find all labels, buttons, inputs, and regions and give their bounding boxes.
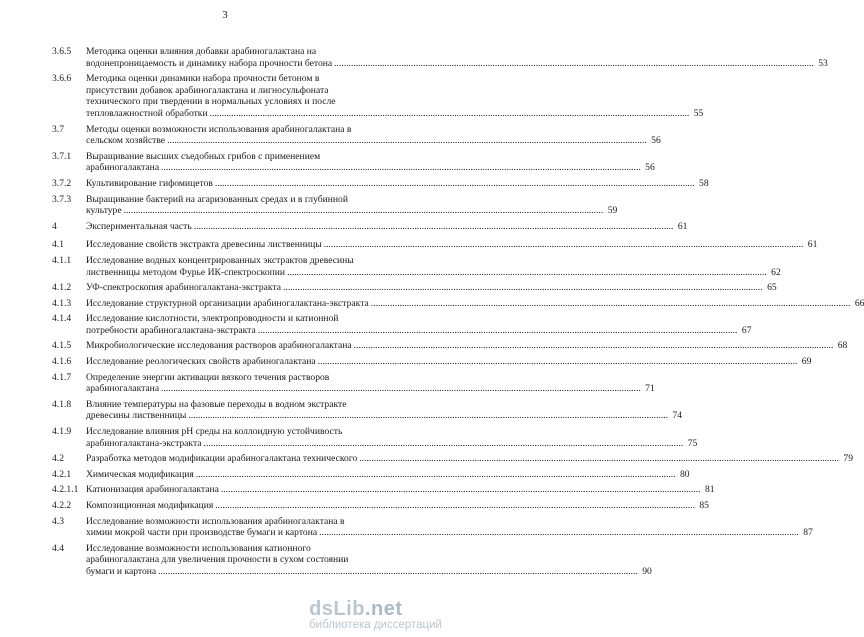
toc-entry <box>52 500 709 512</box>
toc-entry-page: 62 <box>771 266 781 278</box>
toc-entry-number: 4.1.5 <box>52 340 72 352</box>
toc-leader-dots: ........................................................................................................................................................................................................ <box>319 527 799 539</box>
toc-entry-title <box>86 239 817 251</box>
toc-entry-title <box>86 469 690 481</box>
toc-entry <box>52 468 690 481</box>
toc-entry <box>52 73 704 119</box>
watermark-logo-domain: .net <box>364 598 403 620</box>
toc-entry-title-line: Методика оценки динамики набора прочности бетоном в <box>86 73 320 85</box>
toc-entry-title-line: арабиногалактана-экстракта <box>86 437 202 449</box>
toc-entry-title-line: Химическая модификация <box>86 468 194 480</box>
toc-leader-dots: ........................................................................................................................................................................................................ <box>287 266 767 278</box>
toc-entry-title <box>86 356 811 368</box>
toc-entry-title-line: арабиногалактана <box>86 162 160 174</box>
toc-entry-title <box>86 500 709 512</box>
toc-entry-title-line: технического при твердении в нормальных условиях и после <box>86 96 336 108</box>
toc-entry-page: 71 <box>645 383 655 395</box>
watermark-logo-main: dsLib <box>309 598 365 620</box>
toc-leader-dots: ........................................................................................................................................................................................................ <box>161 162 641 174</box>
toc-entry-title-line: Методы оценки возможности использования арабиногалактана в <box>86 123 352 135</box>
toc-entry <box>52 398 683 422</box>
toc-entry <box>52 313 752 336</box>
toc-leader-dots: ........................................................................................................................................................................................................ <box>214 177 695 189</box>
toc-entry-title-line: Выращивание высших съедобных грибов с применением <box>86 150 321 162</box>
table-of-contents <box>52 46 864 582</box>
toc-entry-title-line: УФ-спектроскопия арабиногалактана-экстракта <box>86 282 282 294</box>
toc-entry-page: 55 <box>693 107 704 119</box>
toc-entry-title-line: Катионизация арабиногалактана <box>86 484 219 496</box>
toc-entry-title-line: Влияние температуры на фазовые переходы в водном экстракте <box>86 398 347 410</box>
toc-leader-dots: ........................................................................................................................................................................................................ <box>188 410 669 422</box>
toc-leader-dots: ........................................................................................................................................................................................................ <box>317 356 798 368</box>
toc-entry <box>52 453 854 465</box>
toc-entry-number: 4.1.9 <box>52 426 72 438</box>
toc-entry-number: 4.1.8 <box>52 398 72 410</box>
toc-entry-title-line: культуре <box>86 205 122 217</box>
toc-entry-title-line: Исследование возможности использования арабиногалактана в <box>86 515 345 527</box>
toc-leader-dots: ........................................................................................................................................................................................................ <box>193 220 674 232</box>
toc-entry-title-line: Микробиологические исследования растворов арабиногалактана <box>86 340 352 352</box>
toc-entry-title-line: Исследование возможности использования катионного <box>86 542 311 554</box>
toc-entry-title-line: потребности арабиногалактана-экстракта <box>86 324 256 336</box>
toc-entry-number: 4.1.7 <box>52 371 72 383</box>
toc-entry-title-line: Исследование реологических свойств арабиногалактана <box>86 356 316 368</box>
watermark-subtitle: библиотека диссертаций <box>309 619 442 631</box>
toc-entry-title <box>86 73 703 119</box>
toc-entry-title-line: сельском хозяйстве <box>86 135 166 147</box>
toc-entry <box>52 426 698 449</box>
toc-entry <box>52 340 848 352</box>
toc-leader-dots: ........................................................................................................................................................................................................ <box>283 282 763 294</box>
toc-entry <box>52 356 812 368</box>
toc-entry-title <box>86 46 828 69</box>
toc-entry-number: 3.7.3 <box>52 193 72 205</box>
watermark-logo <box>309 599 442 619</box>
toc-entry-number: 4.3 <box>52 515 64 527</box>
toc-entry-title-line: присутствии добавок арабиногалактана и лигносульфоната <box>86 84 329 96</box>
toc-entry-number: 3.6.5 <box>52 46 72 57</box>
toc-entry-title-line: водонепроницаемость и динамику набора прочности бетона <box>86 57 333 69</box>
toc-leader-dots: ........................................................................................................................................................................................................ <box>195 468 676 480</box>
toc-entry-title-line: Определение энергии активации вязкого течения растворов <box>86 371 330 383</box>
toc-entry-title-line: арабиногалактана для увеличения прочности в сухом состоянии <box>86 554 349 566</box>
toc-entry <box>52 254 781 278</box>
toc-entry-title <box>86 543 652 578</box>
toc-entry <box>52 46 828 69</box>
toc-entry <box>52 297 864 310</box>
toc-entry-title-line: Исследование структурной организации арабиногалактана-экстракта <box>86 297 369 309</box>
toc-entry-number: 4.1.4 <box>52 313 72 325</box>
toc-entry-title-line: Исследование влияния pH среды на коллоидную устойчивость <box>86 426 343 438</box>
toc-entry-number: 4.2.1 <box>52 468 72 480</box>
toc-entry-title <box>86 426 697 449</box>
toc-entry-title <box>86 484 715 496</box>
toc-leader-dots: ........................................................................................................................................................................................................ <box>158 565 638 577</box>
toc-leader-dots: ........................................................................................................................................................................................................ <box>215 500 695 511</box>
toc-entry-page: 75 <box>687 437 698 449</box>
toc-entry-number: 3.7 <box>52 123 64 135</box>
toc-entry-page: 69 <box>801 356 812 368</box>
toc-entry-page: 79 <box>843 453 854 465</box>
toc-entry-title <box>86 313 751 336</box>
toc-entry-page: 59 <box>607 205 618 217</box>
toc-entry-title-line: Культивирование гифомицетов <box>86 177 213 189</box>
toc-entry-page: 61 <box>807 239 818 251</box>
toc-entry-title <box>86 151 655 174</box>
toc-entry <box>52 282 777 294</box>
toc-entry-title <box>86 178 709 190</box>
toc-entry-title <box>86 340 847 352</box>
toc-entry <box>52 123 661 147</box>
toc-entry-number: 4 <box>52 220 57 232</box>
toc-entry-page: 67 <box>741 324 752 336</box>
toc-entry <box>52 193 618 217</box>
toc-leader-dots: ........................................................................................................................................................................................................ <box>334 57 814 69</box>
toc-entry-title <box>86 255 781 278</box>
toc-entry-title <box>86 194 617 217</box>
toc-entry-number: 3.6.6 <box>52 73 72 85</box>
toc-entry <box>52 239 818 251</box>
toc-entry-page: 80 <box>679 468 690 480</box>
toc-entry-title-line: Исследование свойств экстракта древесины лиственницы <box>86 239 322 251</box>
toc-entry-number: 4.2.2 <box>52 500 72 511</box>
watermark <box>309 599 442 631</box>
toc-entry <box>52 484 715 496</box>
toc-entry-page: 66 <box>854 297 864 309</box>
toc-entry-title <box>86 453 853 465</box>
toc-entry-title <box>86 124 661 147</box>
toc-entry-title-line: древесины лиственницы <box>86 410 187 422</box>
toc-entry-number: 4.1.3 <box>52 297 72 309</box>
toc-entry-page: 58 <box>699 177 709 189</box>
toc-leader-dots: ........................................................................................................................................................................................................ <box>323 239 804 251</box>
toc-entry-page: 61 <box>677 220 688 232</box>
toc-entry-title-line: лиственницы методом Фурье ИК-спектроскопии <box>86 266 286 278</box>
toc-entry-title-line: бумаги и картона <box>86 565 157 577</box>
toc-entry-number: 4.2 <box>52 453 64 465</box>
toc-entry <box>52 220 688 233</box>
toc-entry-title <box>86 298 864 310</box>
toc-entry-title-line: Разработка методов модификации арабиногалактана технического <box>86 453 358 465</box>
toc-entry-number: 4.4 <box>52 542 64 554</box>
toc-entry-page: 87 <box>803 527 813 539</box>
toc-entry-page: 56 <box>651 135 661 147</box>
toc-entry-title-line: арабиногалактана <box>86 383 160 395</box>
toc-leader-dots: ........................................................................................................................................................................................................ <box>123 205 604 217</box>
toc-entry-title-line: Экспериментальная часть <box>86 220 192 232</box>
toc-entry-number: 4.1.6 <box>52 356 72 368</box>
toc-entry-title <box>86 282 777 294</box>
toc-entry-title <box>86 399 682 422</box>
toc-entry-page: 90 <box>642 565 652 577</box>
toc-leader-dots: ........................................................................................................................................................................................................ <box>209 107 690 119</box>
toc-entry-number: 4.1.2 <box>52 282 72 294</box>
toc-entry <box>52 177 709 190</box>
toc-entry-title <box>86 516 813 539</box>
toc-entry-title <box>86 221 687 233</box>
toc-entry-title-line: Исследование кислотности, электропроводности и катионной <box>86 313 339 325</box>
page-number: 3 <box>222 10 228 21</box>
toc-entry <box>52 150 655 174</box>
toc-leader-dots: ........................................................................................................................................................................................................ <box>161 383 641 395</box>
toc-entry-page: 74 <box>672 410 683 422</box>
toc-entry-title-line: тепловлажностной обработки <box>86 107 208 119</box>
toc-leader-dots: ........................................................................................................................................................................................................ <box>359 453 840 465</box>
toc-entry-title-line: Композиционная модификация <box>86 500 214 511</box>
toc-entry-page: 56 <box>645 162 655 174</box>
toc-leader-dots: ........................................................................................................................................................................................................ <box>257 324 738 336</box>
toc-entry-page: 68 <box>837 340 848 352</box>
toc-entry-page: 85 <box>699 500 709 511</box>
toc-entry <box>52 515 813 539</box>
toc-entry-title-line: Исследование водных концентрированных экстрактов древесины <box>86 254 354 266</box>
toc-entry-number: 3.7.1 <box>52 150 72 162</box>
toc-leader-dots: ........................................................................................................................................................................................................ <box>167 135 647 147</box>
toc-leader-dots: ........................................................................................................................................................................................................ <box>203 437 684 449</box>
toc-entry-number: 3.7.2 <box>52 177 72 189</box>
toc-entry-title-line: химии мокрой части при производстве бумаги и картона <box>86 527 318 539</box>
toc-entry-number: 4.1 <box>52 239 64 251</box>
toc-entry-title <box>86 372 655 395</box>
toc-leader-dots: ........................................................................................................................................................................................................ <box>370 297 851 309</box>
toc-entry <box>52 542 652 578</box>
toc-entry-page: 53 <box>818 57 828 69</box>
toc-entry-page: 65 <box>767 282 777 294</box>
toc-leader-dots: ........................................................................................................................................................................................................ <box>353 340 834 352</box>
toc-entry-number: 4.2.1.1 <box>52 484 79 496</box>
toc-entry-title-line: Выращивание бактерий на агаризованных средах и в глубинной <box>86 193 348 205</box>
toc-leader-dots: ........................................................................................................................................................................................................ <box>220 484 701 496</box>
toc-entry-title-line: Методика оценки влияния добавки арабиногалактана на <box>86 46 317 57</box>
toc-entry-number: 4.1.1 <box>52 254 72 266</box>
toc-entry-page: 81 <box>704 484 715 496</box>
toc-entry <box>52 371 655 395</box>
